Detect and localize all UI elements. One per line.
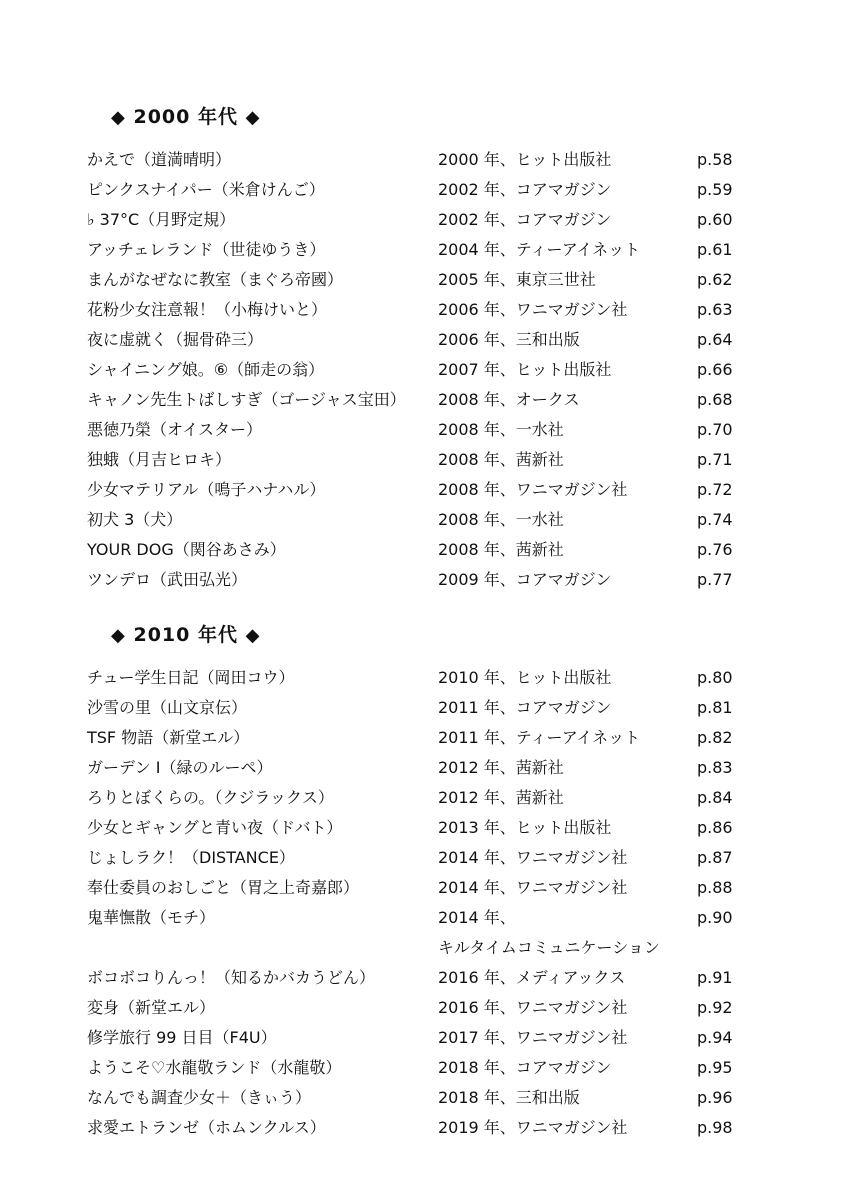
entry-title: かえで（道満晴明） [87, 150, 232, 169]
entry-row [0, 1113, 846, 1143]
entry-page: p.76 [697, 540, 733, 559]
entry-row [0, 505, 846, 535]
entry-year-publisher: 2009 年、コアマガジン [438, 570, 612, 589]
entry-page: p.71 [697, 450, 733, 469]
entry-title: 沙雪の里（山文京伝） [87, 698, 248, 717]
entry-year-publisher: 2017 年、ワニマガジン社 [438, 1028, 628, 1047]
entry-title: 独蛾（月吉ヒロキ） [87, 450, 232, 469]
entry-page: p.98 [697, 1118, 733, 1137]
entry-row [0, 355, 846, 385]
section-heading [111, 620, 846, 650]
entry-title: ボコボコりんっ！（知るかバカうどん） [87, 968, 376, 987]
entry-title: 求愛エトランゼ（ホムンクルス） [87, 1118, 326, 1137]
entry-title: じょしラク！（DISTANCE） [87, 848, 295, 867]
entry-title: TSF 物語（新堂エル） [87, 728, 250, 747]
section-2010s [0, 620, 846, 1143]
entry-page: p.87 [697, 848, 733, 867]
entry-page: p.62 [697, 270, 733, 289]
entry-year-publisher: 2011 年、ティーアイネット [438, 728, 641, 747]
entry-row [0, 693, 846, 723]
entry-row [0, 663, 846, 693]
entry-year-publisher: 2011 年、コアマガジン [438, 698, 612, 717]
entry-page: p.83 [697, 758, 733, 777]
entry-page: p.72 [697, 480, 733, 499]
entry-page: p.80 [697, 668, 733, 687]
entry-row [0, 813, 846, 843]
entry-year-publisher: 2004 年、ティーアイネット [438, 240, 641, 259]
entry-row [0, 175, 846, 205]
entry-year-publisher: 2006 年、ワニマガジン社 [438, 300, 628, 319]
entry-row [0, 265, 846, 295]
entry-year-publisher: キルタイムコミュニケーション [438, 938, 660, 957]
entry-row [0, 873, 846, 903]
entry-title: 夜に虚就く（掘骨砕三） [87, 330, 264, 349]
entry-row [0, 565, 846, 595]
entry-row [0, 843, 846, 873]
entry-page: p.64 [697, 330, 733, 349]
entry-year-publisher: 2008 年、一水社 [438, 510, 564, 529]
diamond-bullet-icon: ◆ [245, 107, 261, 128]
diamond-bullet-icon: ◆ [111, 107, 126, 128]
entry-row [0, 235, 846, 265]
section-heading [111, 102, 846, 132]
entry-title: まんがなぜなに教室（まぐろ帝國） [87, 270, 344, 289]
entry-row [0, 903, 846, 933]
entry-year-publisher: 2006 年、三和出版 [438, 330, 580, 349]
entry-year-publisher: 2019 年、ワニマガジン社 [438, 1118, 628, 1137]
entry-title: チュー学生日記（岡田コウ） [87, 668, 295, 687]
diamond-bullet-icon: ◆ [111, 625, 126, 646]
entry-year-publisher: 2008 年、一水社 [438, 420, 564, 439]
entry-year-publisher: 2013 年、ヒット出版社 [438, 818, 612, 837]
entry-title: 悪徳乃榮（オイスター） [87, 420, 263, 439]
entry-page: p.77 [697, 570, 733, 589]
entry-page: p.59 [697, 180, 733, 199]
entry-row [0, 723, 846, 753]
entry-page: p.66 [697, 360, 733, 379]
entry-row [0, 385, 846, 415]
entry-title: 少女とギャングと青い夜（ドバト） [87, 818, 343, 837]
entry-row [0, 415, 846, 445]
entry-year-publisher: 2002 年、コアマガジン [438, 210, 612, 229]
entry-title: 花粉少女注意報！（小梅けいと） [87, 300, 328, 319]
entry-year-publisher: 2018 年、三和出版 [438, 1088, 580, 1107]
entry-page: p.70 [697, 420, 733, 439]
entry-row [0, 1023, 846, 1053]
entry-row [0, 1053, 846, 1083]
entry-page: p.86 [697, 818, 733, 837]
entry-page: p.63 [697, 300, 733, 319]
section-heading-text: 2010 年代 [133, 624, 238, 646]
entry-title: YOUR DOG（関谷あさみ） [87, 540, 286, 559]
entry-row [0, 295, 846, 325]
entry-page: p.61 [697, 240, 733, 259]
entry-title: なんでも調査少女＋（きぃう） [87, 1088, 312, 1107]
section-heading-text: 2000 年代 [133, 106, 238, 128]
entry-title: 少女マテリアル（鳴子ハナハル） [87, 480, 326, 499]
entry-page: p.95 [697, 1058, 733, 1077]
entry-title: ガーデン Ⅰ（緑のルーペ） [87, 758, 273, 777]
entry-title: ♭ 37°C（月野定規） [87, 210, 236, 229]
entry-page: p.91 [697, 968, 733, 987]
entry-row [0, 783, 846, 813]
entry-page: p.74 [697, 510, 733, 529]
entry-year-publisher: 2008 年、オークス [438, 390, 580, 409]
entry-row [0, 753, 846, 783]
entry-title: ろりとぼくらの。（クジラックス） [87, 788, 334, 807]
entry-title: アッチェレランド（世徒ゆうき） [87, 240, 326, 259]
entry-title: キャノン先生トばしすぎ（ゴージャス宝田） [87, 390, 406, 409]
entry-row [0, 445, 846, 475]
entry-page: p.81 [697, 698, 733, 717]
entry-row [0, 993, 846, 1023]
entry-year-publisher: 2005 年、東京三世社 [438, 270, 596, 289]
entry-title: ピンクスナイパー（米倉けんご） [87, 180, 325, 199]
entry-page: p.84 [697, 788, 733, 807]
entry-title: 修学旅行 99 日目（F4U） [87, 1028, 277, 1047]
entry-year-publisher: 2014 年、ワニマガジン社 [438, 878, 628, 897]
entry-title: 鬼華憮散（モチ） [87, 908, 216, 927]
entry-row [0, 145, 846, 175]
entry-year-publisher: 2012 年、茜新社 [438, 758, 564, 777]
entry-year-publisher: 2008 年、ワニマガジン社 [438, 480, 628, 499]
entry-year-publisher: 2016 年、ワニマガジン社 [438, 998, 628, 1017]
section-2000s [0, 102, 846, 595]
entry-year-publisher: 2008 年、茜新社 [438, 450, 564, 469]
entry-row [0, 1083, 846, 1113]
entry-year-publisher: 2010 年、ヒット出版社 [438, 668, 612, 687]
diamond-bullet-icon: ◆ [245, 625, 261, 646]
entry-year-publisher: 2014 年、ワニマガジン社 [438, 848, 628, 867]
entry-title: 初犬 3（犬） [87, 510, 183, 529]
entry-row [0, 475, 846, 505]
entry-page: p.82 [697, 728, 733, 747]
entry-year-publisher: 2000 年、ヒット出版社 [438, 150, 612, 169]
entry-year-publisher: 2007 年、ヒット出版社 [438, 360, 612, 379]
entry-row [0, 325, 846, 355]
entry-year-publisher: 2018 年、コアマガジン [438, 1058, 612, 1077]
entry-title: 変身（新堂エル） [87, 998, 216, 1017]
entry-page: p.60 [697, 210, 733, 229]
entry-title: シャイニング娘。⑥（師走の翁） [87, 360, 325, 379]
entry-page: p.88 [697, 878, 733, 897]
entry-row-continuation [0, 933, 846, 963]
entry-page: p.90 [697, 908, 733, 927]
entry-year-publisher: 2012 年、茜新社 [438, 788, 564, 807]
entry-year-publisher: 2016 年、メディアックス [438, 968, 626, 987]
entry-row [0, 535, 846, 565]
entry-row [0, 205, 846, 235]
entry-page: p.96 [697, 1088, 733, 1107]
entry-title: ようこそ♡水龍敬ランド（水龍敬） [87, 1058, 342, 1077]
entry-page: p.68 [697, 390, 733, 409]
entry-list [0, 145, 846, 595]
entry-title: 奉仕委員のおしごと（胃之上奇嘉郎） [87, 878, 360, 897]
entry-year-publisher: 2002 年、コアマガジン [438, 180, 612, 199]
entry-list [0, 663, 846, 1143]
entry-page: p.94 [697, 1028, 733, 1047]
entry-page: p.58 [697, 150, 733, 169]
entry-year-publisher: 2008 年、茜新社 [438, 540, 564, 559]
entry-page: p.92 [697, 998, 733, 1017]
entry-row [0, 963, 846, 993]
entry-year-publisher: 2014 年、 [438, 908, 516, 927]
entry-title: ツンデロ（武田弘光） [87, 570, 248, 589]
